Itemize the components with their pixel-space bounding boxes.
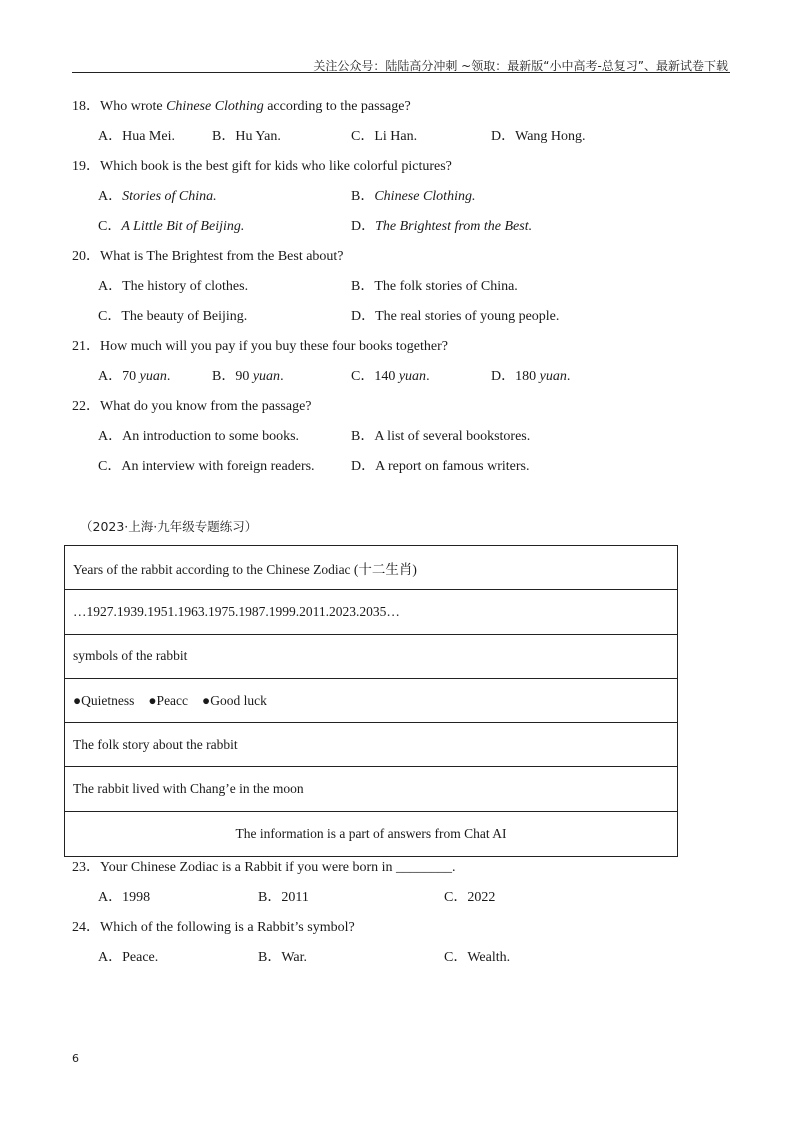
question-20-option-a[interactable]: A．The history of clothes. — [98, 279, 249, 294]
question-24-option-b[interactable]: B．War. — [258, 950, 308, 965]
question-23-option-b[interactable]: B．2011 — [258, 890, 309, 905]
rabbit-info-table — [64, 545, 678, 857]
table-row: The rabbit lived with Chang’e in the moon — [65, 767, 677, 811]
question-19-option-b[interactable]: B．Chinese Clothing. — [351, 189, 476, 204]
table-row: The information is a part of answers from Chat AI — [235, 825, 507, 841]
question-23-option-c[interactable]: C．2022 — [444, 890, 496, 905]
source-note: （2023·上海·九年级专题练习） — [80, 519, 258, 534]
question-24-option-c[interactable]: C．Wealth. — [444, 950, 511, 965]
question-22-option-b[interactable]: B．A list of several bookstores. — [351, 429, 531, 444]
question-21-stem: 21．How much will you pay if you buy these four books together? — [72, 339, 448, 354]
table-row: symbols of the rabbit — [65, 635, 677, 679]
question-21-option-d[interactable]: D．180 yuan. — [491, 369, 571, 384]
header-divider — [72, 72, 730, 73]
question-19-option-d[interactable]: D．The Brightest from the Best. — [351, 219, 533, 234]
question-20-option-d[interactable]: D．The real stories of young people. — [351, 309, 560, 324]
page-header: 关注公众号：陆陆高分冲刺 ~领取：最新版“小中高考-总复习”、最新试卷下载 — [313, 59, 728, 73]
question-21-option-b[interactable]: B．90 yuan. — [212, 369, 284, 384]
question-23-stem: 23．Your Chinese Zodiac is a Rabbit if you were born in ________. — [72, 860, 456, 875]
symbol-item: ●Good luck — [202, 692, 267, 708]
table-row-symbols — [65, 679, 677, 723]
question-22-stem: 22．What do you know from the passage? — [72, 399, 312, 414]
question-19-option-c[interactable]: C．A Little Bit of Beijing. — [98, 219, 245, 234]
question-18-option-a[interactable]: A．Hua Mei. — [98, 129, 175, 144]
question-19-stem: 19．Which book is the best gift for kids who like colorful pictures? — [72, 159, 452, 174]
question-24-option-a[interactable]: A．Peace. — [98, 950, 159, 965]
page-number: 6 — [72, 1052, 79, 1065]
question-20-option-b[interactable]: B．The folk stories of China. — [351, 279, 518, 294]
question-19-option-a[interactable]: A．Stories of China. — [98, 189, 217, 204]
question-22-option-a[interactable]: A．An introduction to some books. — [98, 429, 300, 444]
question-22-option-c[interactable]: C．An interview with foreign readers. — [98, 459, 315, 474]
question-21-option-a[interactable]: A．70 yuan. — [98, 369, 171, 384]
question-20-option-c[interactable]: C．The beauty of Beijing. — [98, 309, 248, 324]
symbol-item: ●Quietness — [73, 692, 135, 708]
symbol-item: ●Peacc — [148, 692, 189, 708]
question-22-option-d[interactable]: D．A report on famous writers. — [351, 459, 530, 474]
question-20-stem: 20．What is The Brightest from the Best about? — [72, 249, 344, 264]
table-row: …1927.1939.1951.1963.1975.1987.1999.2011.2023.2035… — [65, 590, 677, 634]
question-24-stem: 24．Which of the following is a Rabbit’s symbol? — [72, 920, 355, 935]
question-18-option-d[interactable]: D．Wang Hong. — [491, 129, 586, 144]
table-row: The folk story about the rabbit — [65, 723, 677, 767]
question-18-option-b[interactable]: B．Hu Yan. — [212, 129, 281, 144]
question-18-stem: 18．Who wrote Chinese Clothing according to the passage? — [72, 99, 411, 114]
question-21-option-c[interactable]: C．140 yuan. — [351, 369, 430, 384]
table-row: Years of the rabbit according to the Chinese Zodiac (十二生肖) — [65, 546, 677, 590]
question-23-option-a[interactable]: A．1998 — [98, 890, 151, 905]
question-18-option-c[interactable]: C．Li Han. — [351, 129, 418, 144]
